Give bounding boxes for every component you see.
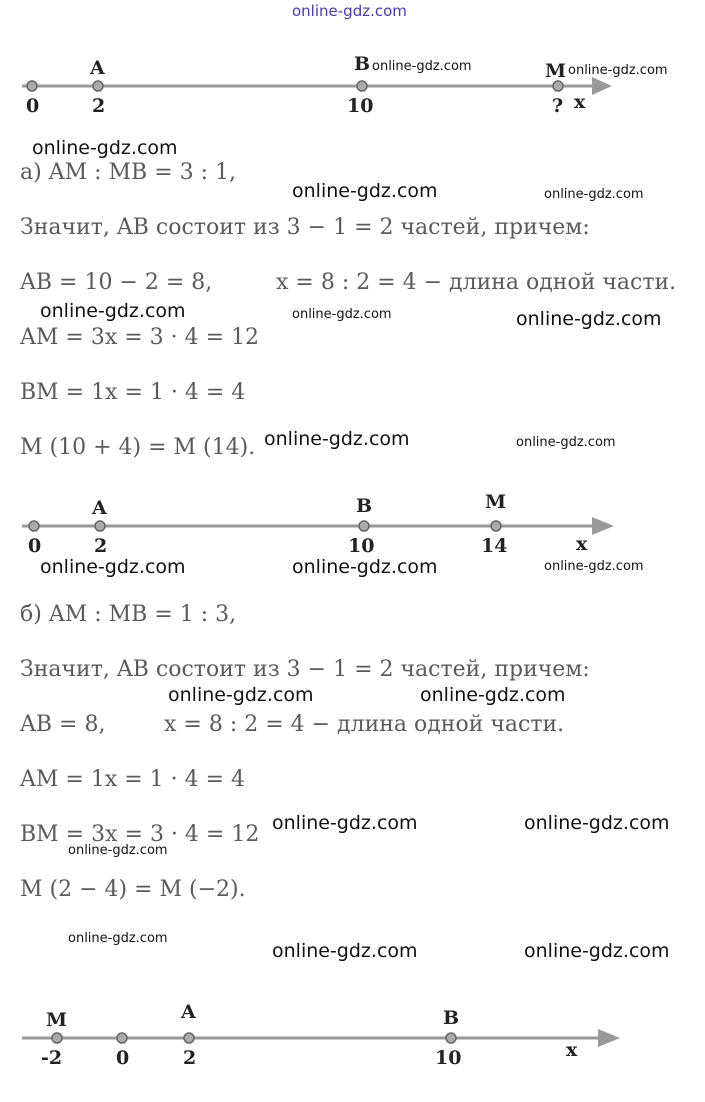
tick-2: 2 [92, 95, 106, 117]
point-m [553, 81, 563, 91]
axis-x-label: x [576, 533, 588, 555]
axis-x-label: x [566, 1039, 578, 1061]
number-line-3 [0, 1002, 705, 1102]
part-b-result: M (2 − 4) = M (−2). [20, 877, 246, 902]
part-a-ratio: а) AM : MB = 3 : 1, [20, 160, 237, 185]
tick-10: 10 [347, 95, 374, 117]
label-b: B [356, 495, 373, 517]
part-a-ab: AB = 10 − 2 = 8, [20, 270, 213, 295]
watermark: online-gdz.com [516, 308, 662, 330]
point-0 [117, 1033, 127, 1043]
tick-10: 10 [348, 535, 375, 557]
axis-x-label: x [574, 91, 586, 113]
tick-0: 0 [28, 535, 42, 557]
watermark: online-gdz.com [568, 63, 668, 78]
part-a-am: AM = 3x = 3 · 4 = 12 [20, 325, 260, 350]
watermark: online-gdz.com [68, 843, 168, 858]
tick-2: 2 [94, 535, 108, 557]
part-b-parts: Значит, AB состоит из 3 − 1 = 2 частей, причем: [20, 657, 590, 682]
part-a-bm: BM = 1x = 1 · 4 = 4 [20, 380, 246, 405]
watermark: online-gdz.com [524, 812, 670, 834]
watermark: online-gdz.com [168, 684, 314, 706]
watermark: online-gdz.com [68, 931, 168, 946]
tick-2: 2 [183, 1047, 197, 1069]
watermark-top: online-gdz.com [292, 2, 407, 20]
point-a [95, 521, 105, 531]
watermark: online-gdz.com [264, 428, 410, 450]
part-b-am: AM = 1x = 1 · 4 = 4 [20, 767, 246, 792]
watermark: online-gdz.com [32, 137, 178, 159]
point-b [359, 521, 369, 531]
watermark: online-gdz.com [292, 556, 438, 578]
point-a [93, 81, 103, 91]
label-m: M [46, 1009, 68, 1031]
tick-14: 14 [481, 535, 508, 557]
watermark: online-gdz.com [272, 812, 418, 834]
axis-arrow [592, 517, 614, 535]
part-b-ab: AB = 8, [20, 712, 106, 737]
tick-neg2: -2 [41, 1047, 63, 1069]
watermark: online-gdz.com [40, 300, 186, 322]
watermark: online-gdz.com [544, 559, 644, 574]
watermark: online-gdz.com [544, 187, 644, 202]
label-a: A [92, 497, 107, 519]
axis-arrow [592, 77, 612, 95]
label-a: A [181, 1001, 196, 1023]
watermark: online-gdz.com [292, 307, 392, 322]
point-a [184, 1033, 194, 1043]
label-a: A [90, 57, 105, 79]
tick-m: ? [552, 95, 564, 117]
part-a-result: M (10 + 4) = M (14). [20, 435, 256, 460]
part-b-bm: BM = 3x = 3 · 4 = 12 [20, 822, 260, 847]
tick-0: 0 [116, 1047, 130, 1069]
point-b [357, 81, 367, 91]
part-b-ratio: б) AM : MB = 1 : 3, [20, 602, 237, 627]
watermark: online-gdz.com [516, 435, 616, 450]
part-a-parts: Значит, AB состоит из 3 − 1 = 2 частей, причем: [20, 215, 590, 240]
watermark: online-gdz.com [272, 940, 418, 962]
point-m [491, 521, 501, 531]
tick-0: 0 [26, 95, 40, 117]
part-a-x: x = 8 : 2 = 4 − длина одной части. [276, 270, 677, 295]
point-0 [27, 81, 37, 91]
point-b [446, 1033, 456, 1043]
label-m: M [485, 491, 507, 513]
label-m: M [545, 60, 567, 82]
axis-arrow [598, 1029, 620, 1047]
watermark: online-gdz.com [524, 940, 670, 962]
watermark: online-gdz.com [292, 180, 438, 202]
tick-10: 10 [435, 1047, 462, 1069]
watermark: online-gdz.com [420, 684, 566, 706]
point-0 [29, 521, 39, 531]
part-b-x: x = 8 : 2 = 4 − длина одной части. [164, 712, 565, 737]
point-m [52, 1033, 62, 1043]
watermark: online-gdz.com [40, 556, 186, 578]
label-b: B [443, 1007, 460, 1029]
watermark: online-gdz.com [372, 59, 472, 74]
label-b: B [354, 53, 371, 75]
